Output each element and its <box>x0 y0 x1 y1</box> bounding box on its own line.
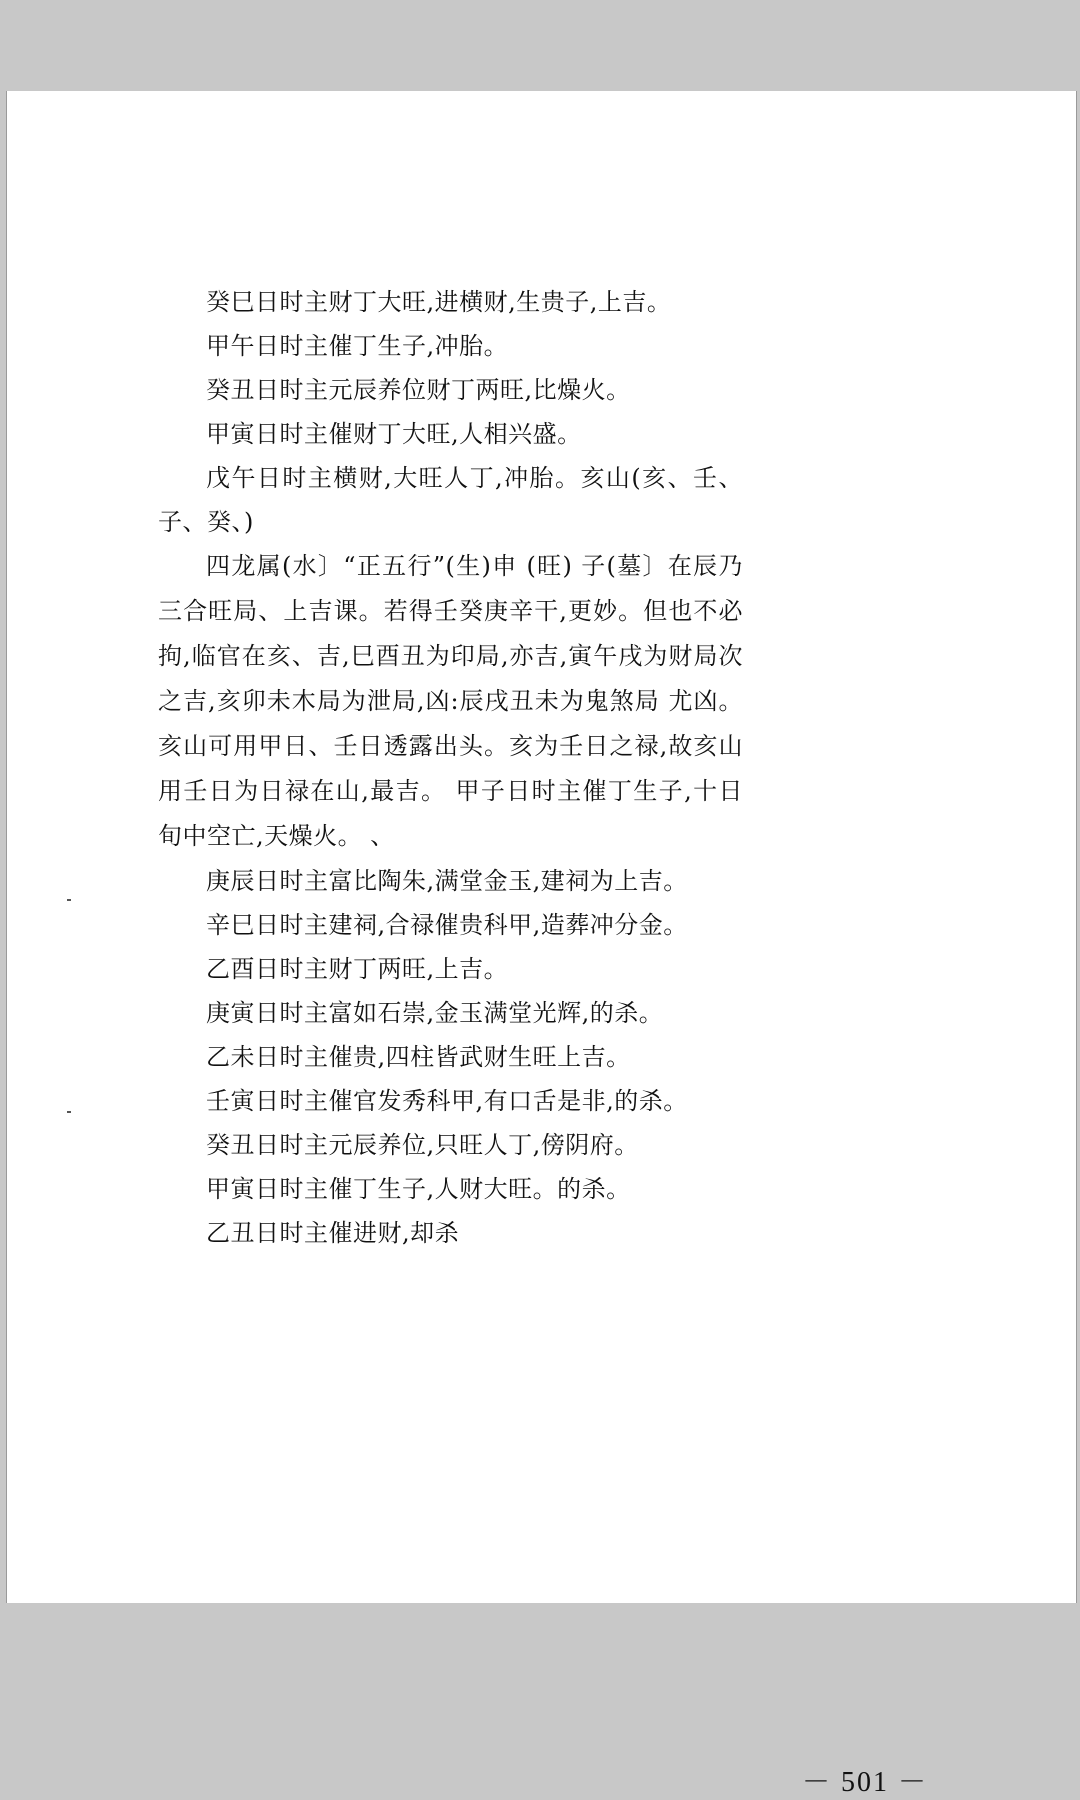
text-line: 甲寅日时主催财丁大旺,人相兴盛。 <box>206 420 582 448</box>
text-line: 乙酉日时主财丁两旺,上吉。 <box>206 955 509 983</box>
text-line: 乙丑日时主催进财,却杀 <box>206 1219 460 1247</box>
text-line: 癸丑日时主元辰养位财丁两旺,比燥火。 <box>206 376 631 404</box>
text-line: 甲午日时主催丁生子,冲胎。 <box>206 332 509 360</box>
text-line: 庚寅日时主富如石崇,金玉满堂光辉,的杀。 <box>206 999 664 1027</box>
text-line: 壬寅日时主催官发秀科甲,有口舌是非,的杀。 <box>206 1087 688 1115</box>
margin-mark <box>67 1111 71 1113</box>
margin-mark <box>67 899 71 901</box>
text-line: 庚辰日时主富比陶朱,满堂金玉,建祠为上吉。 <box>206 867 688 895</box>
text-line: 癸丑日时主元辰养位,只旺人丁,傍阴府。 <box>206 1131 639 1159</box>
paragraph: 四龙属(水〕“正五行”(生)申 (旺) 子(墓〕在辰乃三合旺局、上吉课。若得壬癸庚辛干,更妙。但也不必拘,临官在亥、吉,巳酉丑为印局,亦吉,寅午戌为财局次之吉,亥卯未木局为泄局,凶:辰戌丑未为鬼煞局 尤凶。亥山可用甲日、壬日透露出头。亥为壬日之禄,故亥山用壬日为日禄在山,最吉。 甲子日时主催丁生子,十日旬中空亡,天燥火。 、 <box>158 552 743 850</box>
page-number: － 501 － <box>802 1767 929 1798</box>
text-line: 癸巳日时主财丁大旺,进横财,生贵子,上吉。 <box>206 288 672 316</box>
text-line: 戊午日时主横财,大旺人丁,冲胎。亥山(亥、壬、子、癸、) <box>158 464 743 536</box>
text-line: 乙未日时主催贵,四柱皆武财生旺上吉。 <box>206 1043 631 1071</box>
text-line: 甲寅日时主催丁生子,人财大旺。的杀。 <box>206 1175 631 1203</box>
body-text <box>158 280 743 1255</box>
text-line: 辛巳日时主建祠,合禄催贵科甲,造葬冲分金。 <box>206 911 688 939</box>
